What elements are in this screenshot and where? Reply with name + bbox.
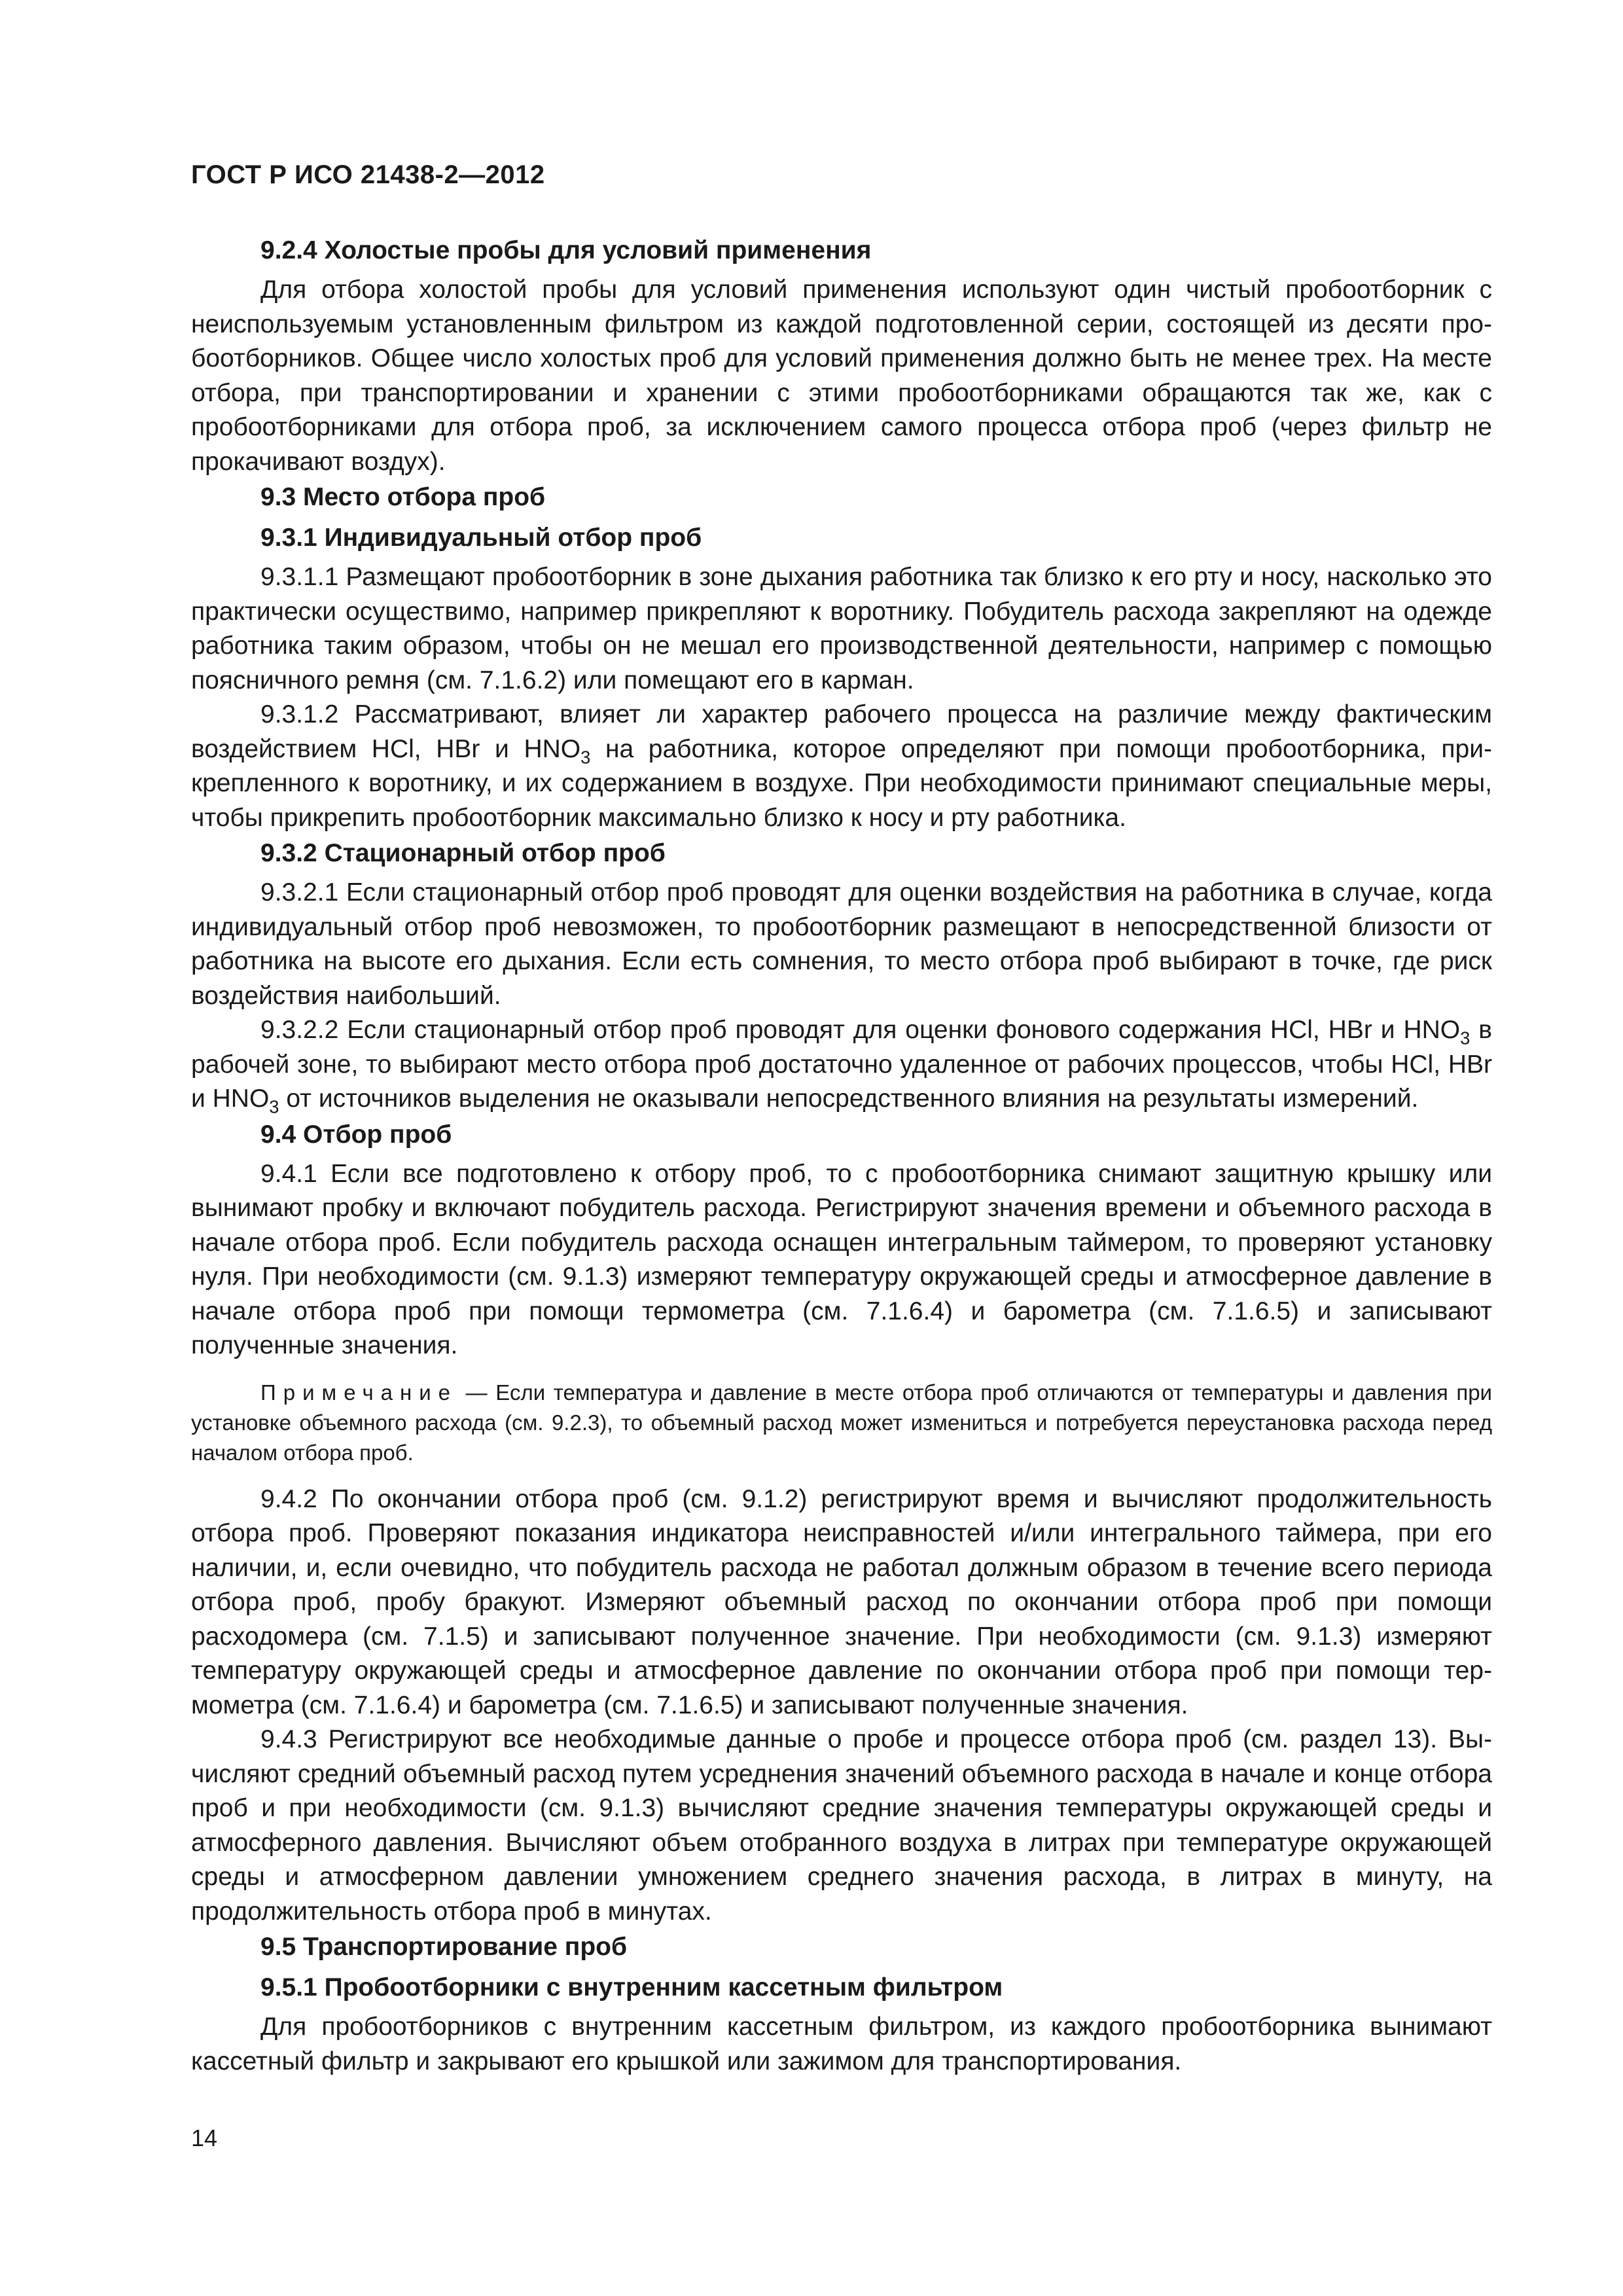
paragraph: 9.3.1.2 Рассматривают, влияет ли характер рабочего процесса на различие между фактическим воздействием HCl, HBr и $HNO_3$ на работника, которое определяют при помощи пробоотборника, прикрепленного к воротнику, и их содержанием в воздухе. При необходимости принимают специальные меры, чтобы прикрепить пробоотборник максимально близко к носу и рту работника.	[191, 700, 1492, 832]
paragraph: 9.3.1.1 Размещают пробоотборник в зоне дыхания работника так близко к его рту и носу, насколько это практически осуществимо, например прикрепляют к воротнику. Побудитель расхода закрепляют на одежде работника таким образом, чтобы он не мешал его производственной деятельности, например с помощью поясничного ремня (см. 7.1.6.2) или помещают его в карман.	[191, 563, 1492, 694]
paragraph: 9.3.2.2 Если стационарный отбор проб проводят для оценки фонового содержания HCl, HBr и $HNO_3$ в рабочей зоне, то выбирают место отбора проб достаточно удаленное от рабочих процессов, чтобы HCl, HBr и $HNO_3$ от источников выделения не оказывали непосредственного влияния на результаты измерений.	[191, 1016, 1492, 1117]
section-heading: 9.5 Транспортирование проб	[260, 1933, 628, 1961]
paragraph: 9.3.2.1 Если стационарный отбор проб проводят для оценки воздействия на работника в случае, когда индивидуальный отбор проб невозможен, то пробоотборник размещают в непосредственной близости от работника на высоте его дыхания. Если есть сомнения, то место отбора проб выбирают в точке, где риск воздействия наибольший.	[191, 878, 1492, 1010]
paragraph: 9.4.3 Регистрируют все необходимые данные о пробе и процессе отбора проб (см. раздел 13). Вычисляют средний объемный расход путем усреднения значений объемного расхода в начале и конце отбора проб и при необходимости (см. 9.1.3) вычисляют средние значения температуры окружающей среды и атмосферного давления. Вычисляют объем отобранного воздуха в литрах при температуре окружающей среды и атмосферном давлении умножением среднего значения расхода, в литрах в минуту, на продолжительность отбора проб в минутах.	[191, 1725, 1492, 1926]
section-heading: 9.4 Отбор проб	[260, 1120, 452, 1149]
section-heading: 9.3.2 Стационарный отбор проб	[260, 839, 666, 867]
note	[191, 1378, 1492, 1468]
paragraph: 9.4.2 По окончании отбора проб (см. 9.1.2) регистрируют время и вычисляют продолжительность отбора проб. Проверяют показания индикатора неисправностей и/или интегрального таймера, при его наличии, и, если очевидно, что побудитель расхода не работал должным образом в течение всего периода отбора проб, пробу бракуют. Измеряют объемный расход по окончании отбора проб при помощи расходомера (см. 7.1.5) и записывают полученное значение. При необходимости (см. 9.1.3) измеряют температуру окружающей среды и атмосферное давление по окончании отбора проб при помощи термометра (см. 7.1.6.4) и барометра (см. 7.1.6.5) и записывают полученные значения.	[191, 1484, 1492, 1719]
page-number: 14	[191, 2125, 218, 2151]
section-heading: 9.3.1 Индивидуальный отбор проб	[260, 524, 702, 552]
note-text: — Если температура и давление в месте отбора проб отличаются от температуры и давления при установке объемного расхода (см. 9.2.3), то объемный расход может измениться и потребуется переустановка расхода перед началом отбора проб.	[191, 1380, 1492, 1465]
section-heading: 9.5.1 Пробоотборники с внутренним кассетным фильтром	[260, 1973, 1003, 2001]
document-header: ГОСТ Р ИСО 21438-2—2012	[191, 160, 545, 189]
note-label: Примечание	[260, 1380, 458, 1405]
section-heading: 9.2.4 Холостые пробы для условий применения	[260, 236, 872, 264]
paragraph: Для пробоотборников с внутренним кассетным фильтром, из каждого пробоотборника вынимают кассетный фильтр и закрывают его крышкой или зажимом для транспортирования.	[191, 2013, 1492, 2075]
paragraph: 9.4.1 Если все подготовлено к отбору проб, то с пробоотборника снимают защитную крышку или вынимают пробку и включают побудитель расхода. Регистрируют значения времени и объемного расхода в начале отбора проб. Если побудитель расхода оснащен интегральным таймером, то проверяют установку нуля. При необходимости (см. 9.1.3) измеряют температуру окружающей среды и атмосферное давление в начале отбора проб при помощи термометра (см. 7.1.6.4) и барометра (см. 7.1.6.5) и записывают полученные значения.	[191, 1159, 1492, 1359]
paragraph: Для отбора холостой пробы для условий применения используют один чистый пробоотборник с неиспользуемым установленным фильтром из каждой подготовленной серии, состоящей из десяти пробоотборников. Общее число холостых проб для условий применения должно быть не менее трех. На месте отбора, при транспортировании и хранении с этими пробоотборниками обращаются так же, как с пробоотборниками для отбора проб, за исключением самого процесса отбора проб (через фильтр не прокачивают воздух).	[191, 276, 1492, 476]
document-body	[191, 232, 1492, 2079]
section-heading: 9.3 Место отбора проб	[260, 483, 546, 511]
